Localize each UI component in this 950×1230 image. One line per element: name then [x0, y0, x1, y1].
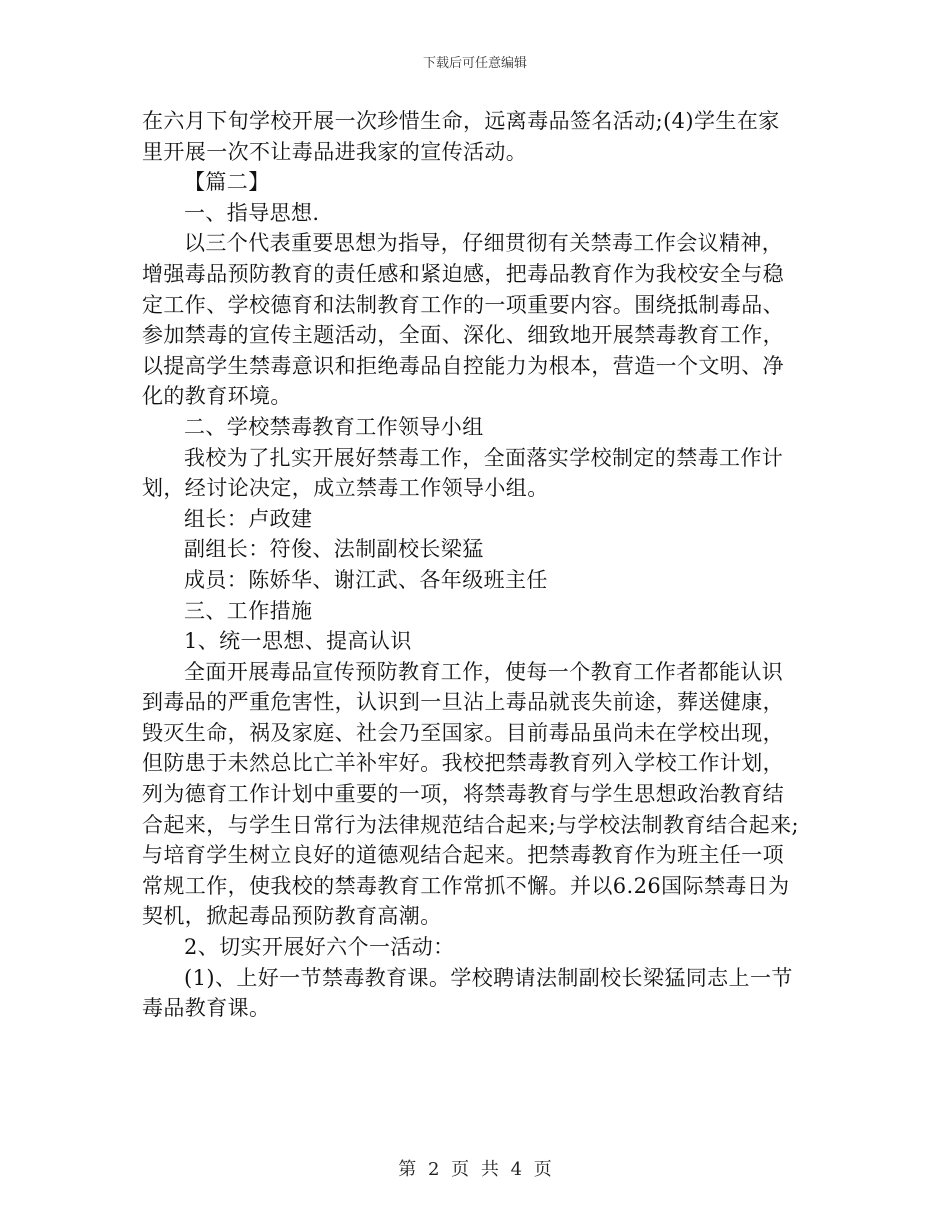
members-line: 成员：陈娇华、谢江武、各年级班主任 — [184, 567, 548, 592]
text-line: 增强毒品预防教育的责任感和紧迫感，把毒品教育作为我校安全与稳 — [142, 261, 784, 286]
text-line: 到毒品的严重危害性，认识到一旦沾上毒品就丧失前途，葬送健康， — [142, 690, 784, 715]
text-line: 契机，掀起毒品预防教育高潮。 — [142, 904, 442, 929]
text-line: 与培育学生树立良好的道德观结合起来。把禁毒教育作为班主任一项 — [142, 843, 784, 868]
heading-leadership-group: 二、学校禁毒教育工作领导小组 — [184, 414, 484, 439]
text-line: 划，经讨论决定，成立禁毒工作领导小组。 — [142, 476, 549, 501]
deputy-leader-line: 副组长：符俊、法制副校长梁猛 — [184, 537, 484, 562]
text-line: 合起来，与学生日常行为法律规范结合起来;与学校法制教育结合起来; — [142, 812, 799, 837]
text-line: 里开展一次不让毒品进我家的宣传活动。 — [142, 139, 528, 164]
page-number-footer: 第 2 页 共 4 页 — [398, 1159, 552, 1180]
heading-work-measures: 三、工作措施 — [184, 598, 313, 623]
text-line: 我校为了扎实开展好禁毒工作，全面落实学校制定的禁毒工作计 — [184, 445, 784, 470]
text-line: 但防患于未然总比亡羊补牢好。我校把禁毒教育列入学校工作计划， — [142, 751, 784, 776]
text-line: 全面开展毒品宣传预防教育工作，使每一个教育工作者都能认识 — [184, 659, 784, 684]
text-line: 毁灭生命，祸及家庭、社会乃至国家。目前毒品虽尚未在学校出现， — [142, 720, 784, 745]
subheading-unify-thinking: 1、统一思想、提高认识 — [184, 629, 412, 654]
text-line: 列为德育工作计划中重要的一项，将禁毒教育与学生思想政治教育结 — [142, 782, 784, 807]
subheading-six-activities: 2、切实开展好六个一活动： — [184, 935, 455, 960]
text-line: 参加禁毒的宣传主题活动，全面、深化、细致地开展禁毒教育工作， — [142, 323, 784, 348]
document-body — [142, 106, 812, 1024]
text-line: 化的教育环境。 — [142, 384, 292, 409]
text-line: (1)、上好一节禁毒教育课。学校聘请法制副校长梁猛同志上一节 — [184, 965, 793, 990]
leader-line: 组长：卢政建 — [184, 506, 313, 531]
text-line: 常规工作，使我校的禁毒教育工作常抓不懈。并以6.26国际禁毒日为 — [142, 873, 790, 898]
text-line: 定工作、学校德育和法制教育工作的一项重要内容。围绕抵制毒品、 — [142, 292, 784, 317]
page-header-note: 下载后可任意编辑 — [422, 56, 527, 71]
text-line: 以提高学生禁毒意识和拒绝毒品自控能力为根本，营造一个文明、净 — [142, 353, 784, 378]
section-heading: 【篇二】 — [184, 170, 270, 195]
heading-guiding-thought: 一、指导思想. — [184, 200, 320, 225]
text-line: 在六月下旬学校开展一次珍惜生命，远离毒品签名活动;(4)学生在家 — [142, 109, 780, 133]
text-line: 以三个代表重要思想为指导，仔细贯彻有关禁毒工作会议精神， — [184, 231, 784, 256]
text-line: 毒品教育课。 — [142, 996, 271, 1021]
